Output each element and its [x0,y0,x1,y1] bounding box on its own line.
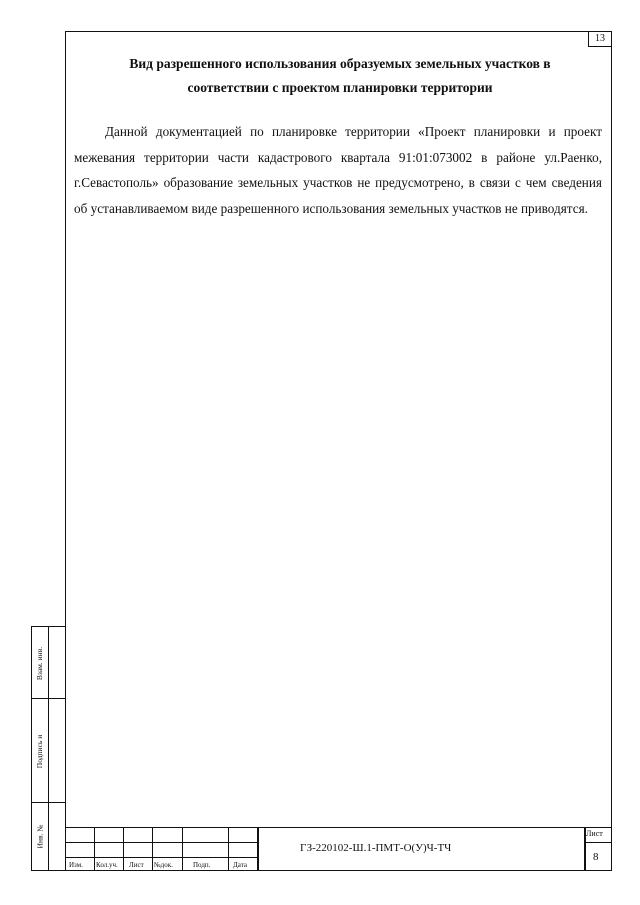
stamp-col-5 [228,827,229,871]
title-line-1: Вид разрешенного использования образуемых земельных участков в [129,56,551,71]
side-label-inv: Инв. № [35,824,45,848]
stamp-label-list: Лист [129,861,144,869]
title-line-2: соответствии с проектом планировки территории [187,80,493,95]
stamp-col-4 [182,827,183,871]
stamp-label-data: Дата [233,861,247,869]
sheet-label: Лист [586,829,603,838]
side-stamp [31,626,65,871]
document-code: ГЗ-220102-Ш.1-ПМТ-О(У)Ч-ТЧ [300,842,452,854]
stamp-label-kol-uch: Кол.уч. [96,861,118,869]
sheet-number: 8 [593,851,599,863]
stamp-col-6 [257,827,259,871]
stamp-rule-sheet [584,842,612,843]
stamp-label-podp: Подп. [193,861,211,869]
stamp-label-n-dok: №док. [154,861,173,869]
page-number: 13 [588,31,612,47]
stamp-col-2 [123,827,124,871]
stamp-col-1 [94,827,95,871]
body-paragraph: Данной документацией по планировке территории «Проект планировки и проект межевания территории части кадастрового квартала 91:01:073002 в районе ул.Раенко, г.Севастополь» образование земельных участков не предусмотрено, в связи с чем сведения об устанавливаемом виде разрешенного использования земельных участков не приводятся. [74,124,602,216]
section-title [80,52,600,100]
stamp-col-3 [152,827,153,871]
stamp-label-izm: Изм. [69,861,83,869]
side-label-vzam: Взам. инв. [35,646,45,680]
side-label-podpis: Подпись и [35,734,45,768]
